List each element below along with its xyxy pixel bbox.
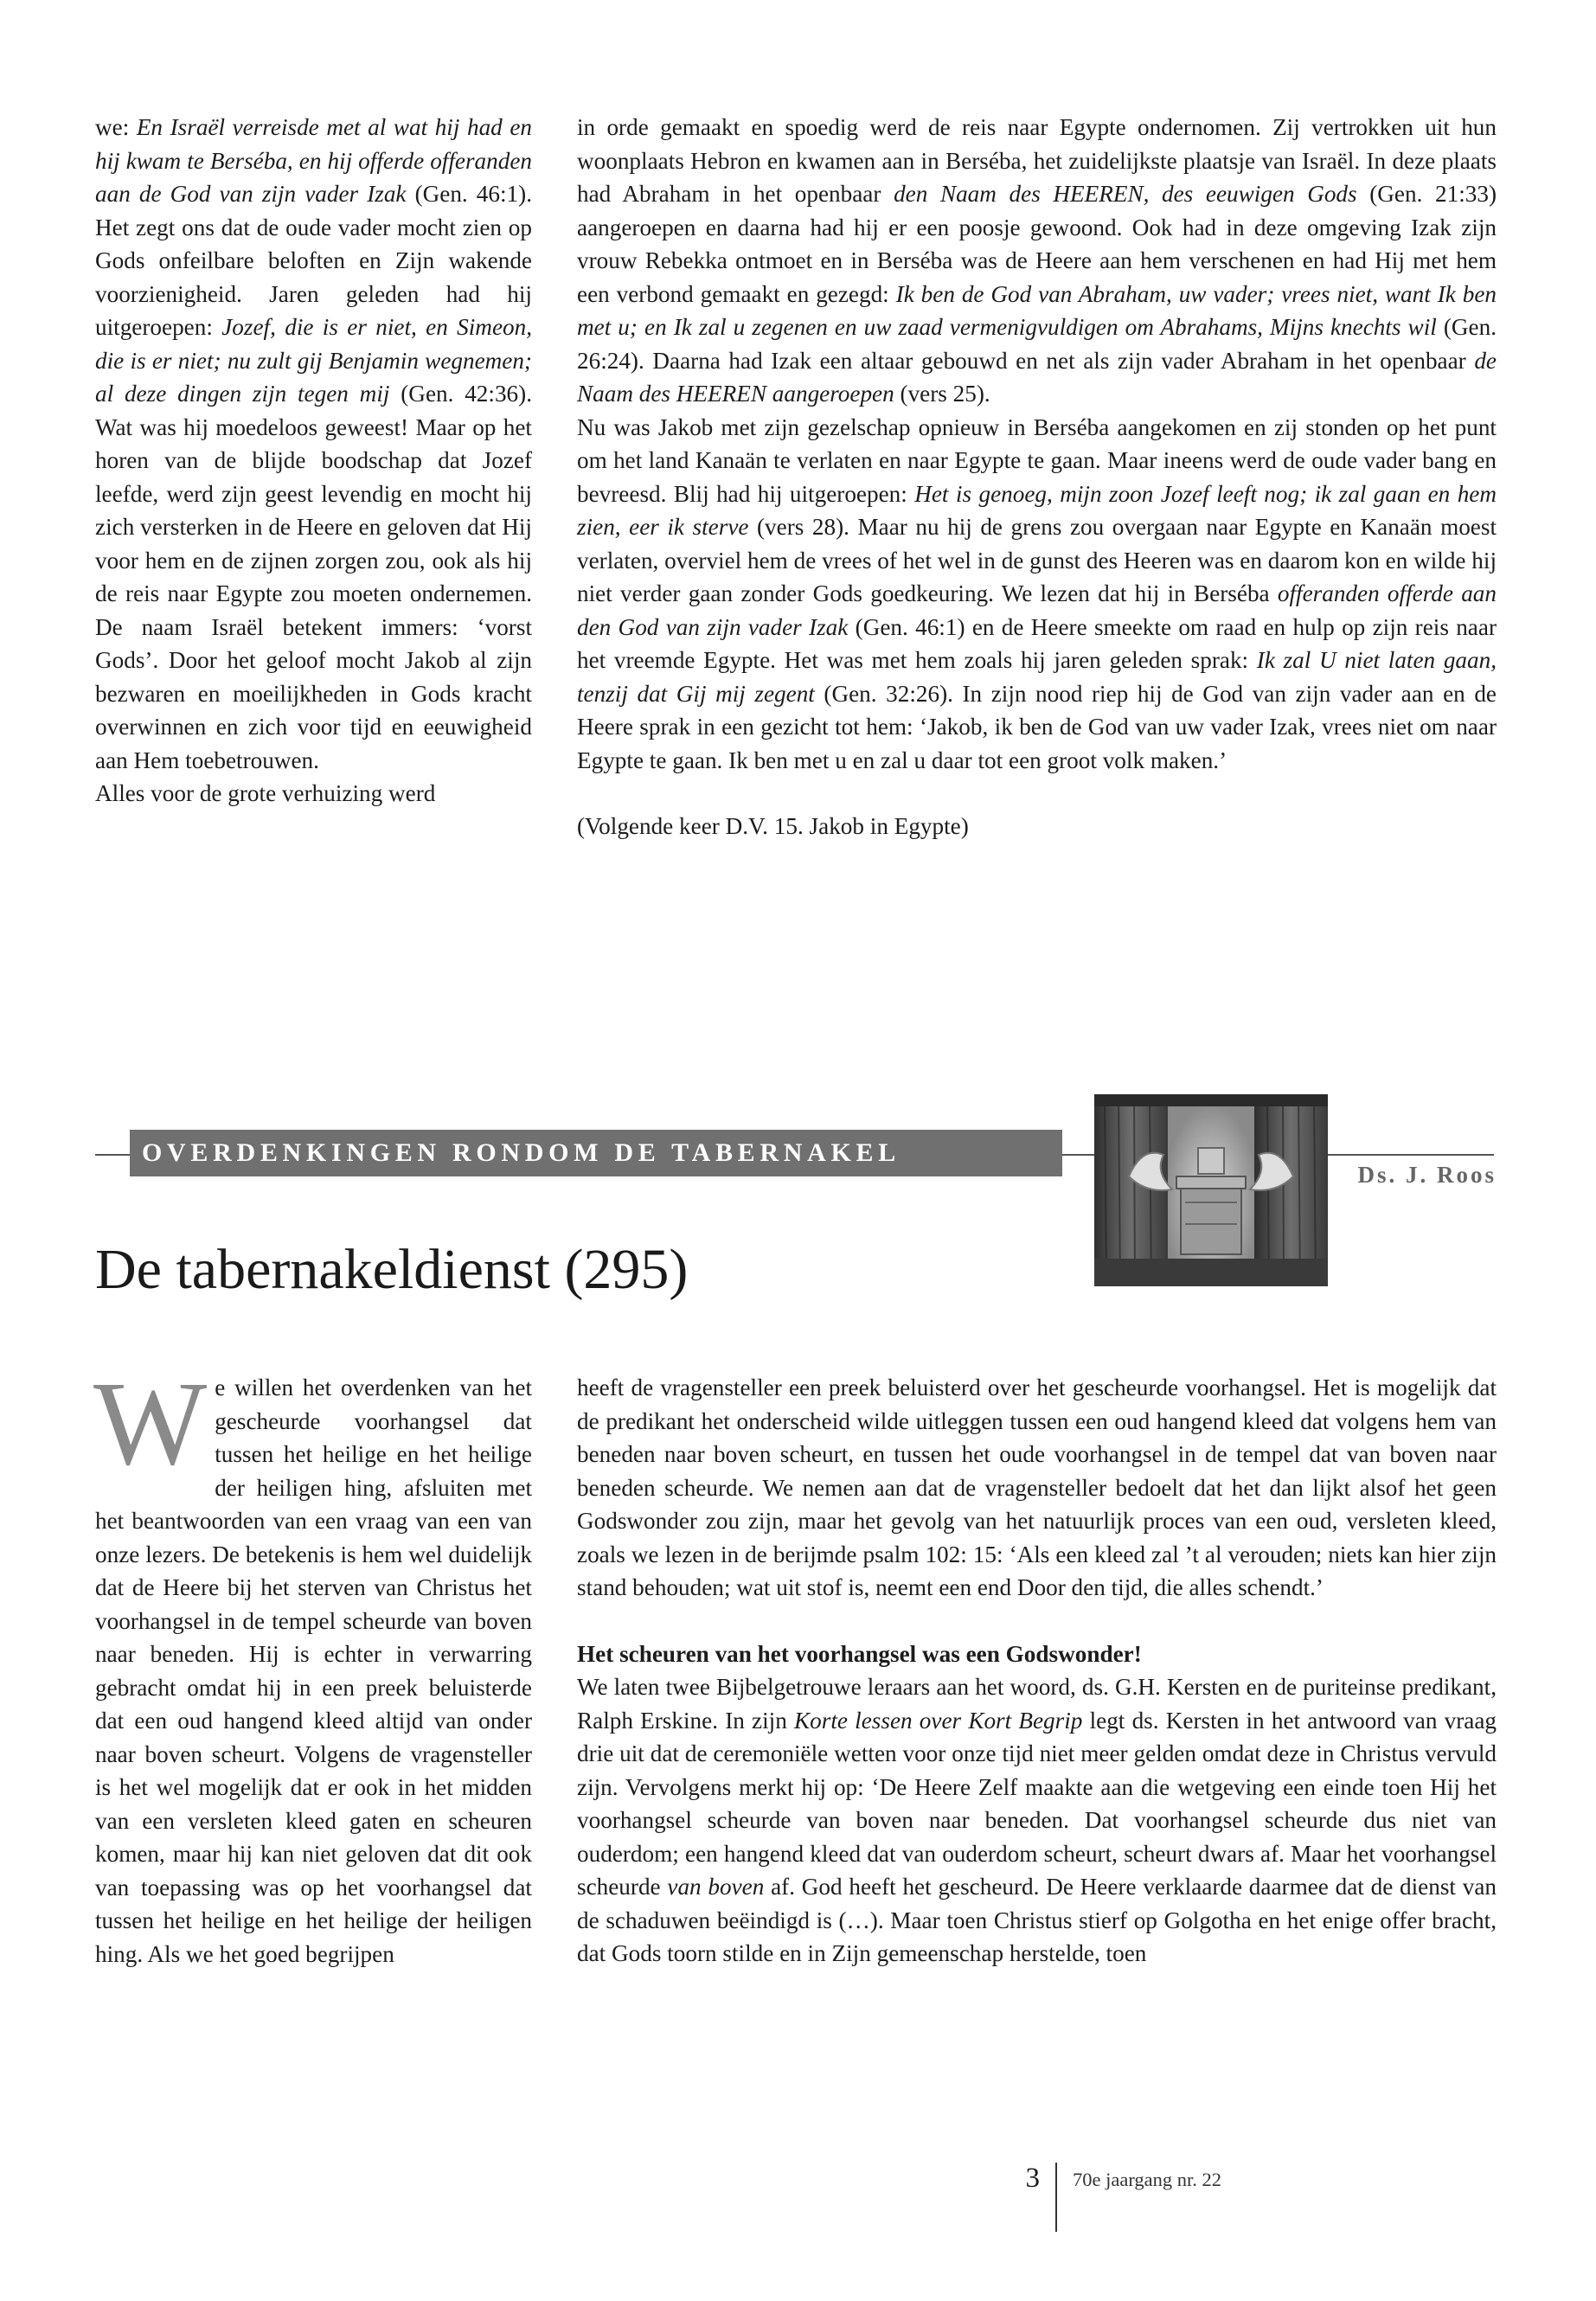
page-number: 3 bbox=[1025, 2163, 1040, 2194]
text-run: e willen het overdenken van het gescheurde voorhangsel dat tussen het heilige en het heilige der heiligen hing, afsluiten met het beantwoorden van een vraag van een van onze lezers. De betekenis is hem wel duidelijk dat de Heere bij het sterven van Christus het voorhangsel in de tempel scheurde van boven naar beneden. Hij is echter in verwarring gebracht omdat hij in een preek beluisterde dat een oud hangend kleed altijd van onder naar boven scheurt. Volgens de vragensteller is het wel mogelijk dat er ook in het midden van een versleten kleed gaten en scheuren komen, maar hij kan niet geloven dat dit ook van toepassing was op het voorhangsel dat tussen het heilige en het heilige der heiligen hing. Als we het goed begrijpen bbox=[95, 1375, 532, 1967]
text-run: We laten twee Bijbelgetrouwe leraars aan het woord, ds. G.H. Kersten en de puriteinse predikant, Ralph Erskine. In zijn bbox=[577, 1674, 1497, 1734]
text-run: Nu was Jakob met zijn gezelschap opnieuw in Berséba aangekomen en zij stonden op het punt om het land Kanaän te verlaten en naar Egypte te gaan. Maar ineens werd de oude vader bang en bevreesd. Blij had hij uitgeroepen: bbox=[577, 413, 1497, 507]
italic-quote: de Naam des HEEREN aangeroepen bbox=[577, 347, 1497, 407]
italic-quote: van boven bbox=[667, 1874, 765, 1900]
top-right-text bbox=[577, 111, 1497, 777]
italic-quote: offeranden offerde aan den God van zijn vader Izak bbox=[577, 580, 1497, 640]
paragraph bbox=[95, 777, 532, 811]
footer-divider bbox=[1055, 2163, 1057, 2232]
top-right-column bbox=[577, 111, 1497, 843]
text-run: in orde gemaakt en spoedig werd de reis naar Egypte ondernomen. Zij vertrokken uit hun woonplaats Hebron en kwamen aan in Berséba, het zuidelijkste plaatsje van Israël. In deze plaats had Abraham in het openbaar bbox=[577, 114, 1497, 207]
article-right-text-2 bbox=[577, 1670, 1497, 1971]
text-run: Alles voor de grote verhuizing werd bbox=[95, 780, 436, 806]
article-left-column bbox=[93, 1357, 532, 1971]
text-run: (vers 25). bbox=[894, 381, 990, 407]
text-run: we: bbox=[95, 114, 137, 140]
text-run: heeft de vragensteller een preek beluisterd over het gescheurde voorhangsel. Het is mogelijk dat de predikant het onderscheid wilde uitleggen tussen een oud hangend kleed dat volgens hem van beneden naar boven scheurt, en tussen het oude voorhangsel in de tempel dat van boven naar beneden scheurde. We nemen aan dat de vragensteller bedoelt dat het dan lijkt alsof het geen Godswonder zou zijn, maar het gevolg van het natuurlijk proces van een oud, versleten kleed, zoals we lezen in de berijmde psalm 102: 15: ‘Als een kleed zal ’t al verouden; niets kan hier zijn stand behouden; wat uit stof is, neemt een end Door den tijd, die alles schendt.’ bbox=[577, 1375, 1497, 1600]
text-run: (Gen. 26:24). Daarna had Izak een altaar gebouwd en net als zijn vader Abraham in het openbaar bbox=[577, 314, 1497, 374]
text-run: (Gen. 21:33) aangeroepen en daarna had hij er een poosje gewoond. Ook had in deze omgeving Izak zijn vrouw Rebekka ontmoet en in Berséba was de Heere aan hem verschenen en had Hij met hem een verbond gemaakt en gezegd: bbox=[577, 181, 1497, 307]
italic-quote: Jozef, die is er niet, en Simeon, die is er niet; nu zult gij Benjamin wegnemen; al deze dingen zijn tegen mij bbox=[95, 314, 532, 407]
issue-label: 70e jaargang nr. 22 bbox=[1073, 2169, 1222, 2190]
article-right-column bbox=[577, 1371, 1497, 1971]
article-right-text bbox=[577, 1371, 1497, 1605]
text-run: (Gen. 32:26). In zijn nood riep hij de God van zijn vader aan en de Heere sprak in een gezicht tot hem: ‘Jakob, ik ben de God van uw vader Izak, vrees niet om naar Egypte te gaan. Ik ben met u en zal u daar tot een groot volk maken.’ bbox=[577, 680, 1497, 773]
series-banner: OVERDENKINGEN RONDOM DE TABERNAKEL bbox=[130, 1130, 1062, 1176]
text-run: (Gen. 46:1). Het zegt ons dat de oude vader mocht zien op Gods onfeilbare beloften en Zijn wakende voorzienigheid. Jaren geleden had hij uitgeroepen: bbox=[95, 181, 532, 340]
paragraph bbox=[577, 1371, 1497, 1605]
author-byline: Ds. J. Roos bbox=[1357, 1162, 1497, 1188]
paragraph bbox=[577, 1670, 1497, 1971]
italic-quote: Ik ben de God van Abraham, uw vader; vrees niet, want Ik ben met u; en Ik zal u zegenen en uw zaad vermenigvuldigen om Abrahams, Mijns knechts wil bbox=[577, 280, 1497, 340]
italic-quote: den Naam des HEEREN, des eeuwigen Gods bbox=[894, 181, 1357, 207]
tabernacle-ark-photo bbox=[1094, 1094, 1328, 1286]
italic-quote: Ik zal U niet laten gaan, tenzij dat Gij mij zegent bbox=[577, 647, 1497, 707]
ark-illustration bbox=[1094, 1094, 1328, 1286]
text-run: legt ds. Kersten in het antwoord van vraag drie uit dat de ceremoniële wetten voor onze tijd niet meer gelden omdat deze in Christus vervuld zijn. Vervolgens merkt hij op: ‘De Heere Zelf maakte aan die wetgeving een einde toen Hij het voorhangsel scheurde van boven naar beneden. Dat voorhangsel scheurde dus niet van ouderdom; een hangend kleed dat van ouderdom scheurt, scheurt dwars af. Maar het voorhangsel scheurde bbox=[577, 1707, 1497, 1900]
article-title: De tabernakeldienst (295) bbox=[95, 1238, 689, 1301]
drop-cap: W bbox=[93, 1357, 208, 1490]
paragraph bbox=[577, 411, 1497, 778]
italic-quote: En Israël verreisde met al wat hij had en hij kwam te Berséba, en hij offerde offeranden aan de God van zijn vader Izak bbox=[95, 114, 532, 207]
text-run: (vers 28). Maar nu hij de grens zou overgaan naar Egypte en Kanaän moest verlaten, overviel hem de vrees of het wel in de gunst des Heeren was en daarom kon en wilde hij niet verder gaan zonder Gods goedkeuring. We lezen dat hij in Berséba bbox=[577, 514, 1497, 606]
section-subheading: Het scheuren van het voorhangsel was een Godswonder! bbox=[577, 1640, 1142, 1667]
paragraph bbox=[577, 111, 1497, 411]
top-left-column bbox=[95, 111, 532, 811]
text-run: af. God heeft het gescheurd. De Heere verklaarde daarmee dat de dienst van de schaduwen beëindigd is (…). Maar toen Christus stierf op Golgotha en het enige offer bracht, dat Gods toorn stilde en in Zijn gemeenschap herstelde, toen bbox=[577, 1874, 1497, 1966]
paragraph bbox=[95, 111, 532, 777]
italic-quote: Het is genoeg, mijn zoon Jozef leeft nog; ik zal gaan en hem zien, eer ik sterve bbox=[577, 480, 1497, 540]
next-episode-note: (Volgende keer D.V. 15. Jakob in Egypte) bbox=[577, 813, 969, 839]
italic-quote: Korte lessen over Kort Begrip bbox=[794, 1707, 1083, 1734]
text-run: (Gen. 42:36). Wat was hij moedeloos geweest! Maar op het horen van de blijde boodschap dat Jozef leefde, werd zijn geest levendig en mocht hij zich versterken in de Heere en geloven dat Hij voor hem en de zijnen zorgen zou, ook als hij de reis naar Egypte zou moeten ondernemen. De naam Israël betekent immers: ‘vorst Gods’. Door het geloof mocht Jakob al zijn bezwaren en moeilijkheden in Gods kracht overwinnen en zich voor tijd en eeuwigheid aan Hem toebetrouwen. bbox=[95, 381, 532, 773]
text-run: (Gen. 46:1) en de Heere smeekte om raad en hulp op zijn reis naar het vreemde Egypte. Het was met hem zoals hij jaren geleden sprak: bbox=[577, 613, 1497, 673]
